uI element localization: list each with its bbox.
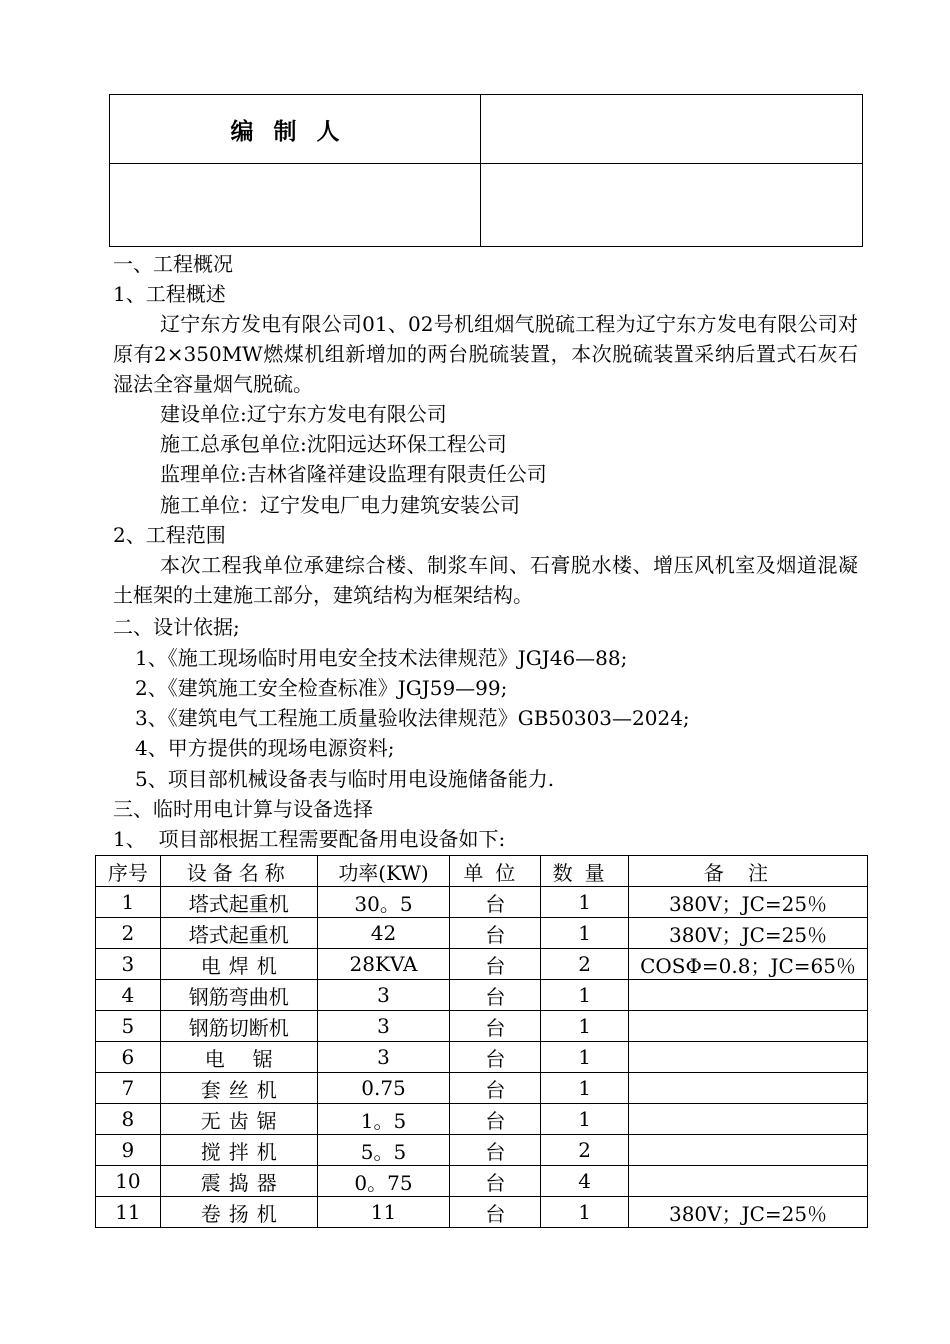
cell-unit: 台 xyxy=(450,980,541,1011)
cell-index: 11 xyxy=(96,1197,161,1228)
header-unit: 单位 xyxy=(450,856,541,887)
cell-power: 1。5 xyxy=(317,1104,450,1135)
cell-index: 3 xyxy=(96,949,161,980)
cell-name: 无齿锯 xyxy=(160,1104,317,1135)
cell-quantity: 1 xyxy=(541,980,629,1011)
cell-remarks xyxy=(629,980,868,1011)
cell-unit: 台 xyxy=(450,1073,541,1104)
cell-quantity: 1 xyxy=(541,1011,629,1042)
table-row xyxy=(96,1104,868,1135)
cell-quantity: 1 xyxy=(541,1197,629,1228)
equipment-table-body xyxy=(96,887,868,1228)
cell-power: 3 xyxy=(317,980,450,1011)
compiler-table xyxy=(109,94,863,247)
builder-unit: 建设单位:辽宁东方发电有限公司 xyxy=(160,402,447,426)
table-row xyxy=(96,918,868,949)
cell-unit: 台 xyxy=(450,1197,541,1228)
cell-name: 套丝机 xyxy=(160,1073,317,1104)
cell-remarks xyxy=(629,1166,868,1197)
cell-name: 卷扬机 xyxy=(160,1197,317,1228)
cell-index: 8 xyxy=(96,1104,161,1135)
table-row xyxy=(96,1166,868,1197)
cell-unit: 台 xyxy=(450,1011,541,1042)
cell-unit: 台 xyxy=(450,1042,541,1073)
table-row xyxy=(96,1073,868,1104)
header-power: 功率(KW) xyxy=(317,856,450,887)
subsection-1-2-title: 2、工程范围 xyxy=(113,523,226,547)
overview-paragraph: 辽宁东方发电有限公司01、02号机组烟气脱硫工程为辽宁东方发电有限公司对原有2×350MW燃煤机组新增加的两台脱硫装置，本次脱硫装置采纳后置式石灰石湿法全容量烟气脱硫。 xyxy=(113,312,858,396)
blank-cell xyxy=(110,164,481,247)
cell-name: 电焊机 xyxy=(160,949,317,980)
cell-remarks xyxy=(629,1042,868,1073)
cell-remarks xyxy=(629,1104,868,1135)
cell-power: 11 xyxy=(317,1197,450,1228)
cell-unit: 台 xyxy=(450,918,541,949)
equipment-table xyxy=(95,855,868,1228)
cell-power: 3 xyxy=(317,1042,450,1073)
cell-quantity: 1 xyxy=(541,1104,629,1135)
scope-paragraph: 本次工程我单位承建综合楼、制浆车间、石膏脱水楼、增压风机室及烟道混凝土框架的土建施工部分，建筑结构为框架结构。 xyxy=(113,553,858,607)
cell-index: 9 xyxy=(96,1135,161,1166)
reference-item: 5、项目部机械设备表与临时用电设施储备能力. xyxy=(135,767,555,791)
blank-cell xyxy=(481,164,863,247)
cell-name: 搅拌机 xyxy=(160,1135,317,1166)
cell-index: 10 xyxy=(96,1166,161,1197)
table-row xyxy=(96,980,868,1011)
cell-remarks xyxy=(629,1011,868,1042)
cell-index: 1 xyxy=(96,887,161,918)
header-name: 设备名称 xyxy=(160,856,317,887)
cell-index: 5 xyxy=(96,1011,161,1042)
cell-index: 6 xyxy=(96,1042,161,1073)
cell-quantity: 1 xyxy=(541,918,629,949)
section-2-title: 二、设计依据; xyxy=(113,615,240,639)
cell-index: 2 xyxy=(96,918,161,949)
cell-quantity: 2 xyxy=(541,949,629,980)
cell-remarks: 380V；JC=25％ xyxy=(629,887,868,918)
subsection-1-1-title: 1、工程概述 xyxy=(113,282,226,306)
cell-quantity: 2 xyxy=(541,1135,629,1166)
cell-name: 震捣器 xyxy=(160,1166,317,1197)
cell-power: 28KVA xyxy=(317,949,450,980)
cell-power: 42 xyxy=(317,918,450,949)
header-index: 序号 xyxy=(96,856,161,887)
cell-remarks xyxy=(629,1073,868,1104)
reference-item: 4、甲方提供的现场电源资料; xyxy=(135,736,395,760)
table-row xyxy=(96,949,868,980)
cell-remarks xyxy=(629,1135,868,1166)
cell-index: 4 xyxy=(96,980,161,1011)
supervisor-unit: 监理单位:吉林省隆祥建设监理有限责任公司 xyxy=(160,462,547,486)
cell-unit: 台 xyxy=(450,1166,541,1197)
cell-power: 30。5 xyxy=(317,887,450,918)
table-header-row xyxy=(96,856,868,887)
cell-unit: 台 xyxy=(450,1104,541,1135)
cell-name: 塔式起重机 xyxy=(160,887,317,918)
cell-name: 钢筋弯曲机 xyxy=(160,980,317,1011)
cell-index: 7 xyxy=(96,1073,161,1104)
cell-remarks: COSΦ=0.8；JC=65％ xyxy=(629,949,868,980)
cell-power: 0.75 xyxy=(317,1073,450,1104)
reference-item: 1、《施工现场临时用电安全技术法律规范》JGJ46—88; xyxy=(135,646,628,670)
reference-item: 3、《建筑电气工程施工质量验收法律规范》GB50303—2024; xyxy=(135,706,690,730)
general-contractor-unit: 施工总承包单位:沈阳远达环保工程公司 xyxy=(160,432,507,456)
table-row xyxy=(96,1042,868,1073)
table-row xyxy=(96,1135,868,1166)
table-row xyxy=(96,1011,868,1042)
cell-remarks: 380V；JC=25％ xyxy=(629,918,868,949)
cell-name: 电锯 xyxy=(160,1042,317,1073)
header-quantity: 数量 xyxy=(541,856,629,887)
cell-unit: 台 xyxy=(450,887,541,918)
subsection-3-1-title: 1、 项目部根据工程需要配备用电设备如下: xyxy=(113,827,506,851)
cell-unit: 台 xyxy=(450,1135,541,1166)
cell-unit: 台 xyxy=(450,949,541,980)
cell-quantity: 1 xyxy=(541,1042,629,1073)
compiler-label: 编制人 xyxy=(110,95,481,164)
cell-remarks: 380V；JC=25％ xyxy=(629,1197,868,1228)
cell-power: 0。75 xyxy=(317,1166,450,1197)
cell-quantity: 1 xyxy=(541,1073,629,1104)
header-remarks: 备注 xyxy=(629,856,868,887)
table-row xyxy=(96,887,868,918)
cell-power: 5。5 xyxy=(317,1135,450,1166)
section-1-title: 一、工程概况 xyxy=(113,252,233,276)
cell-name: 钢筋切断机 xyxy=(160,1011,317,1042)
table-row xyxy=(96,1197,868,1228)
cell-quantity: 1 xyxy=(541,887,629,918)
cell-quantity: 4 xyxy=(541,1166,629,1197)
cell-name: 塔式起重机 xyxy=(160,918,317,949)
cell-power: 3 xyxy=(317,1011,450,1042)
constructor-unit: 施工单位：辽宁发电厂电力建筑安装公司 xyxy=(160,493,520,517)
compiler-value-cell xyxy=(481,95,863,164)
section-3-title: 三、临时用电计算与设备选择 xyxy=(113,797,373,821)
reference-item: 2、《建筑施工安全检查标准》JGJ59—99; xyxy=(135,676,508,700)
